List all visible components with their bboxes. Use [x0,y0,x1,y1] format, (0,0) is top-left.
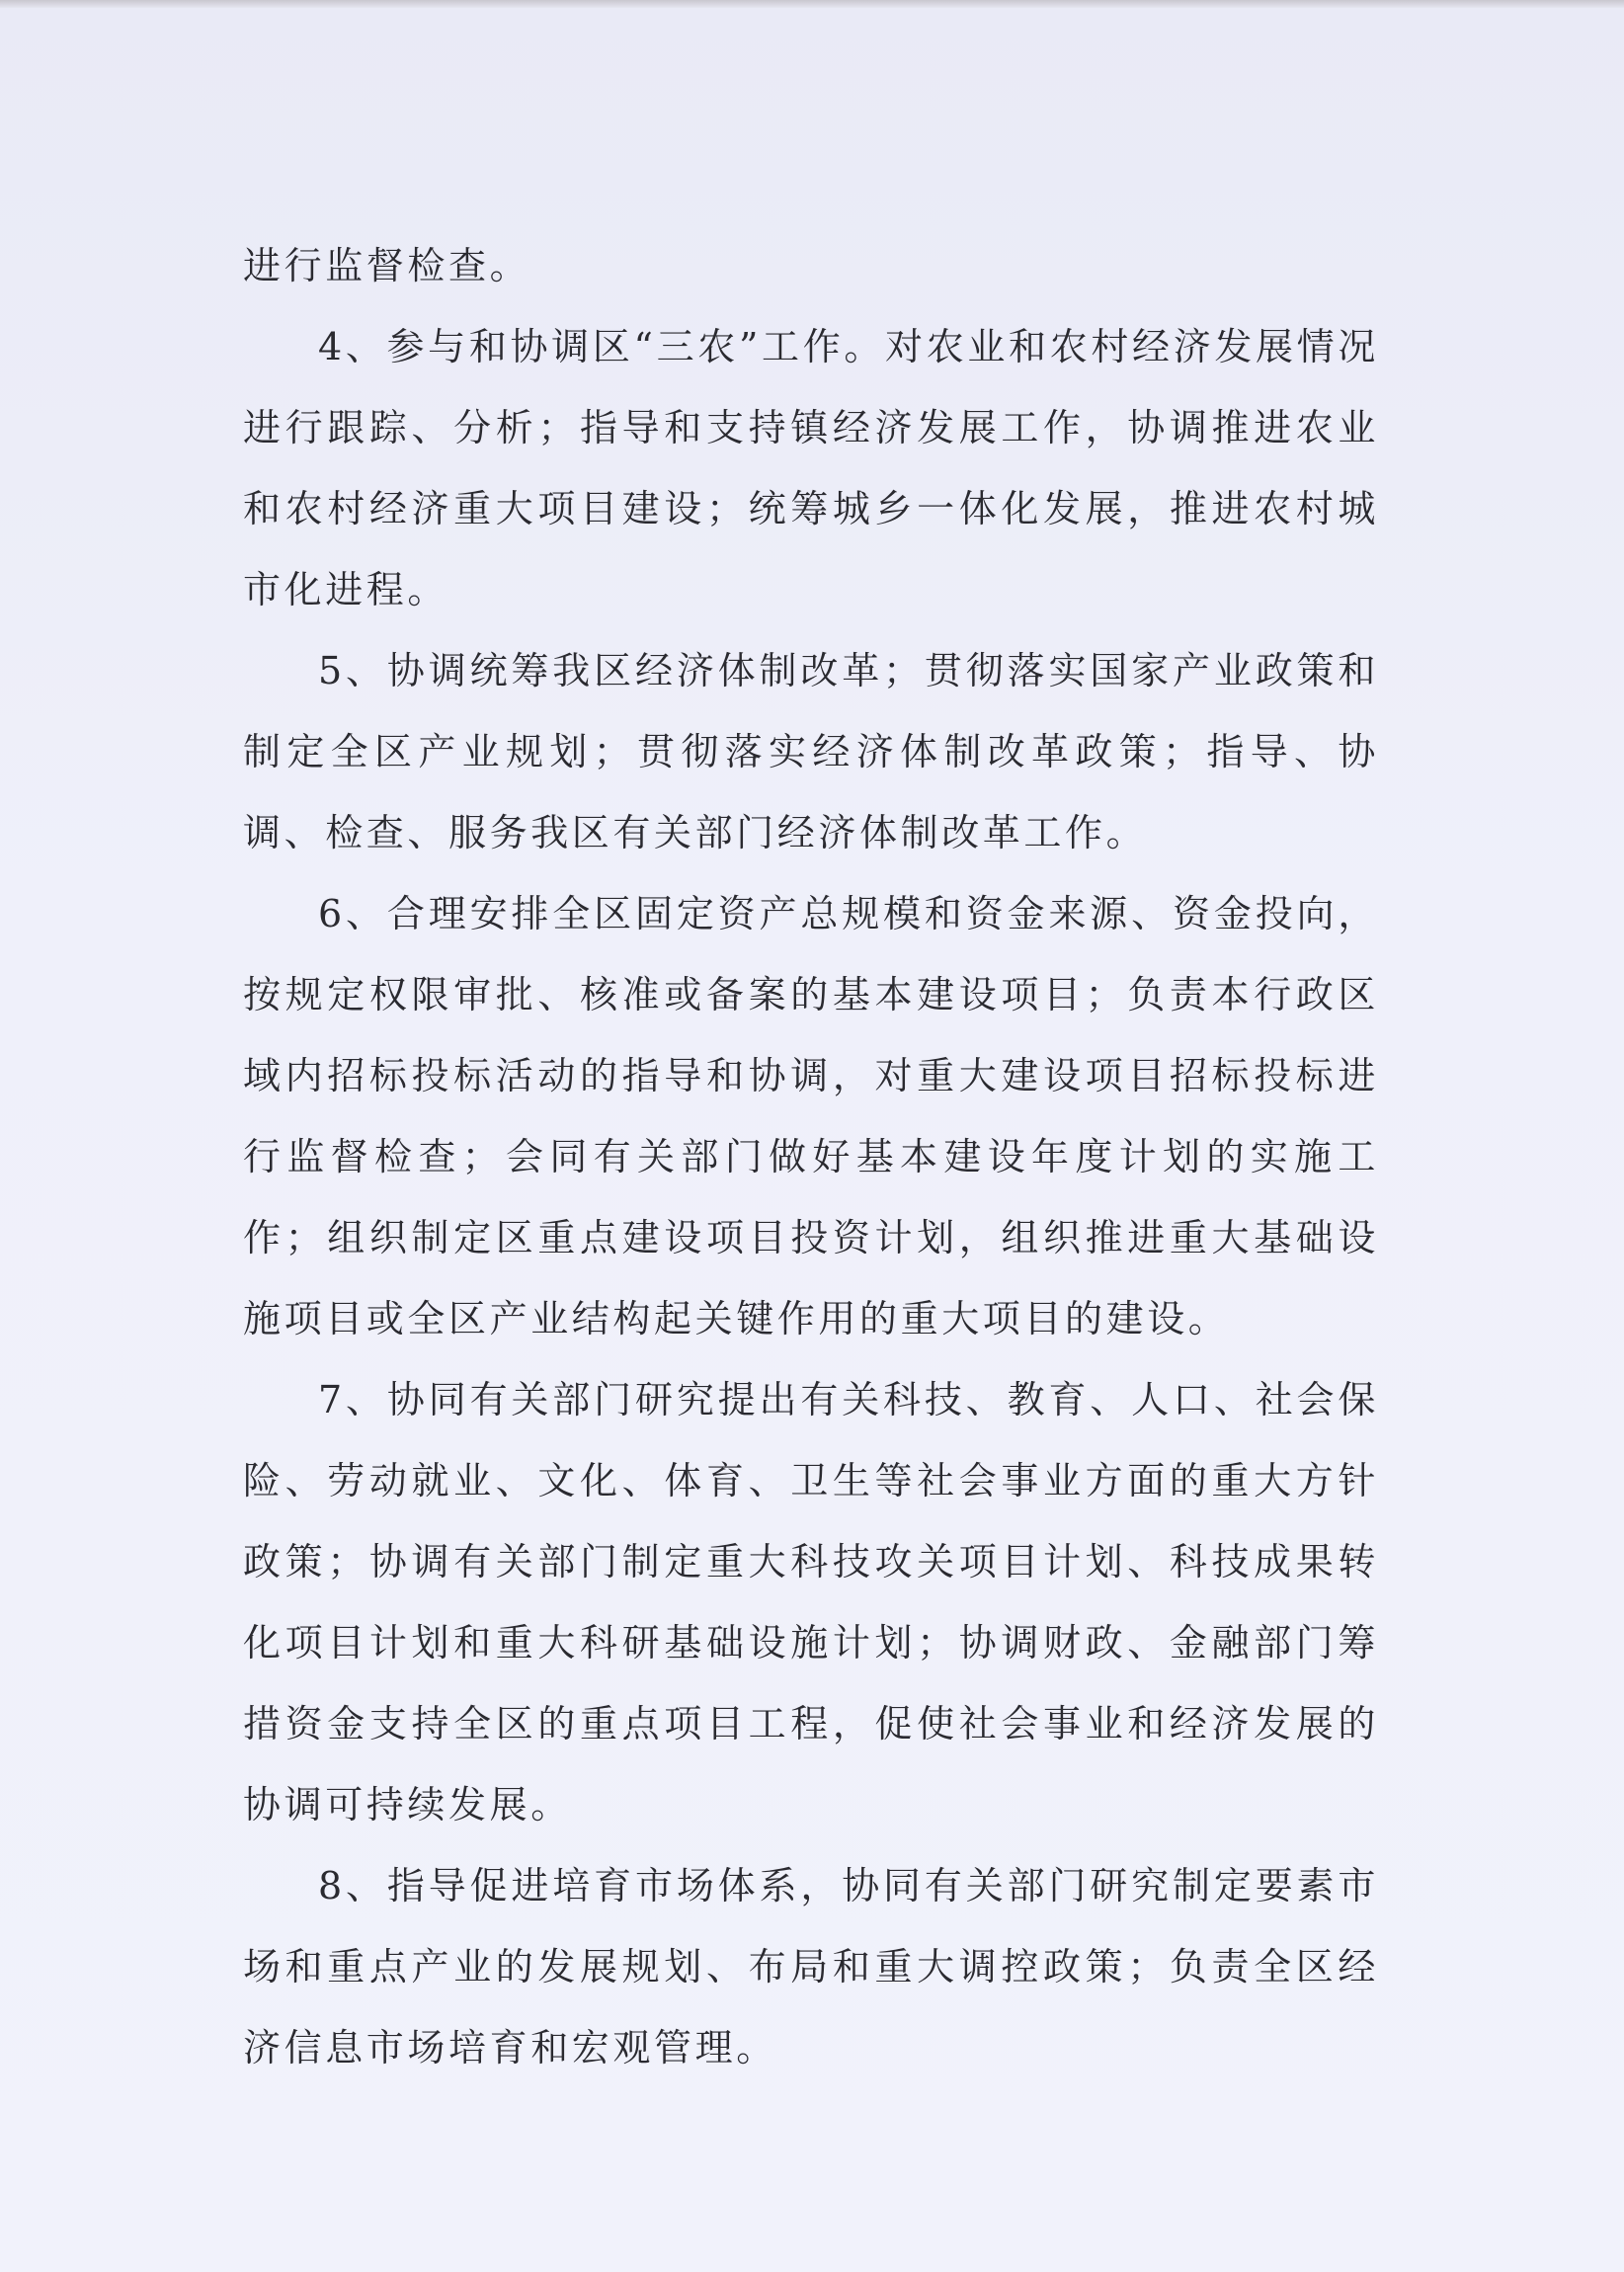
paragraph-continuation: 进行监督检查。 [243,244,531,287]
paragraph-item-4: 4、参与和协调区“三农”工作。对农业和农村经济发展情况进行跟踪、分析；指导和支持镇经济发展工作，协调推进农业和农村经济重大项目建设；统筹城乡一体化发展，推进农村城市化进程。 [243,325,1379,611]
paragraph-item-8: 8、指导促进培育市场体系，协同有关部门研究制定要素市场和重点产业的发展规划、布局和重大调控政策；负责全区经济信息市场培育和宏观管理。 [243,1864,1379,2069]
paragraph-item-6: 6、合理安排全区固定资产总规模和资金来源、资金投向，按规定权限审批、核准或备案的基本建设项目；负责本行政区域内招标投标活动的指导和协调，对重大建设项目招标投标进行监督检查；会同有关部门做好基本建设年度计划的实施工作；组织制定区重点建设项目投资计划，组织推进重大基础设施项目或全区产业结构起关键作用的重大项目的建设。 [243,892,1379,1340]
paragraph-item-5: 5、协调统筹我区经济体制改革；贯彻落实国家产业政策和制定全区产业规划；贯彻落实经济体制改革政策；指导、协调、检查、服务我区有关部门经济体制改革工作。 [243,649,1379,854]
scan-edge [0,0,1624,8]
paragraph-item-7: 7、协同有关部门研究提出有关科技、教育、人口、社会保险、劳动就业、文化、体育、卫生等社会事业方面的重大方针政策；协调有关部门制定重大科技攻关项目计划、科技成果转化项目计划和重大科研基础设施计划；协调财政、金融部门筹措资金支持全区的重点项目工程，促使社会事业和经济发展的协调可持续发展。 [243,1378,1379,1826]
document-body [243,225,1379,2088]
